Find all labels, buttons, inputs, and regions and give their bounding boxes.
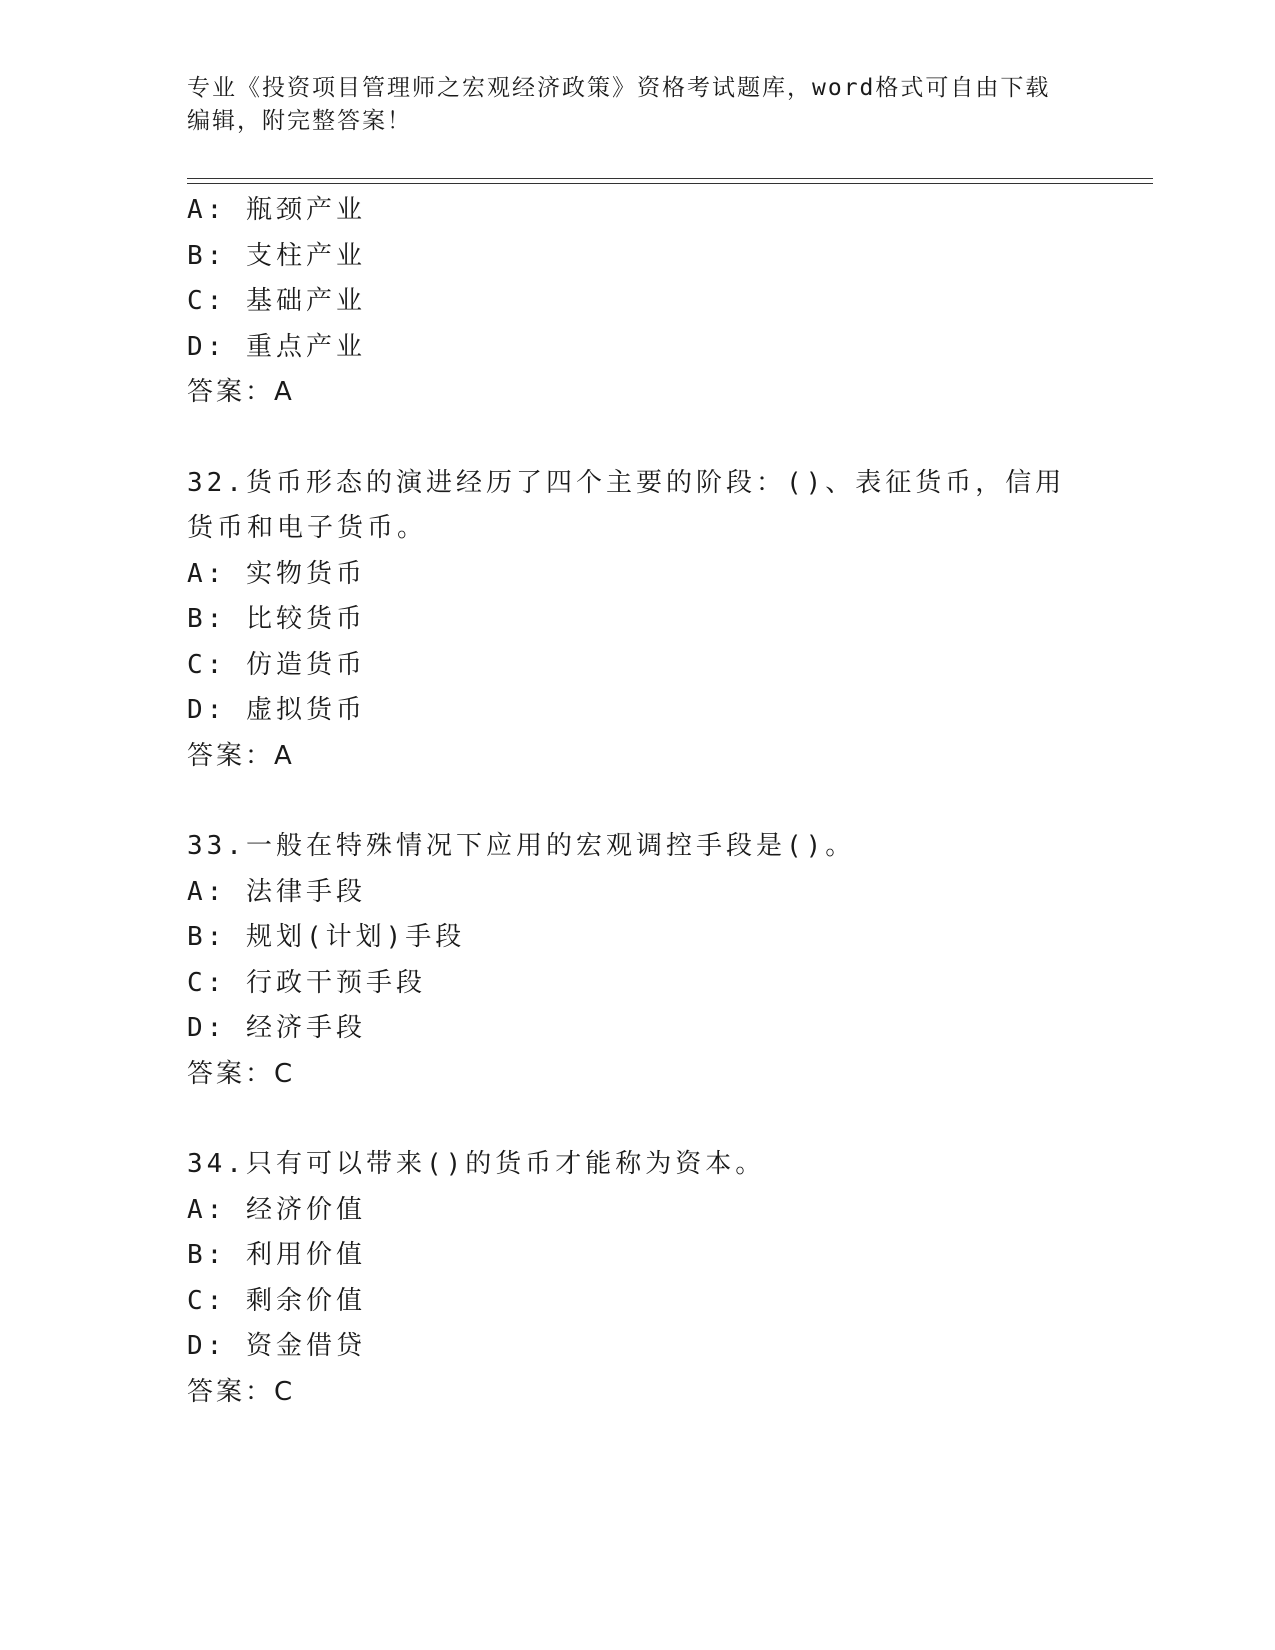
option-d: D: 经济手段 (187, 1013, 366, 1043)
option-c: C: 仿造货币 (187, 649, 366, 680)
question-text: 32.货币形态的演进经历了四个主要的阶段：()、表征货币，信用货币和电子货币。 (187, 467, 1066, 543)
option-d: D: 虚拟货币 (187, 695, 366, 725)
spacer (187, 1097, 1087, 1142)
answer-line: 答案：C (187, 1058, 296, 1089)
option-b: B: 利用价值 (187, 1240, 366, 1270)
option-d: D: 资金借贷 (187, 1331, 366, 1361)
document-header: 专业《投资项目管理师之宏观经济政策》资格考试题库，word格式可自由下载编辑，附完整答案！ (187, 75, 1051, 134)
option-a: A: 经济价值 (187, 1194, 366, 1225)
option-a: A: 瓶颈产业 (187, 195, 366, 225)
header-rule-top (187, 178, 1153, 179)
option-d: D: 重点产业 (187, 331, 366, 362)
question-text: 34.只有可以带来()的货币才能称为资本。 (187, 1149, 766, 1179)
spacer (187, 416, 1087, 461)
answer-line: 答案：A (187, 740, 295, 771)
option-b: B: 规划(计划)手段 (187, 922, 466, 952)
question-block-33 (187, 824, 1087, 1097)
answer-line: 答案：A (187, 377, 295, 407)
question-block-32 (187, 461, 1087, 780)
option-a: A: 法律手段 (187, 876, 366, 907)
option-c: C: 基础产业 (187, 286, 366, 316)
question-text: 33.一般在特殊情况下应用的宏观调控手段是()。 (187, 831, 856, 861)
question-list (187, 188, 1087, 1415)
spacer (187, 779, 1087, 824)
header-rule-bottom (187, 183, 1153, 184)
option-a: A: 实物货币 (187, 558, 366, 589)
answer-line: 答案：C (187, 1376, 296, 1407)
option-b: B: 支柱产业 (187, 240, 366, 271)
option-c: C: 剩余价值 (187, 1285, 366, 1316)
option-b: B: 比较货币 (187, 604, 366, 634)
question-block-31 (187, 188, 1087, 416)
question-block-34 (187, 1142, 1087, 1415)
option-c: C: 行政干预手段 (187, 967, 426, 998)
